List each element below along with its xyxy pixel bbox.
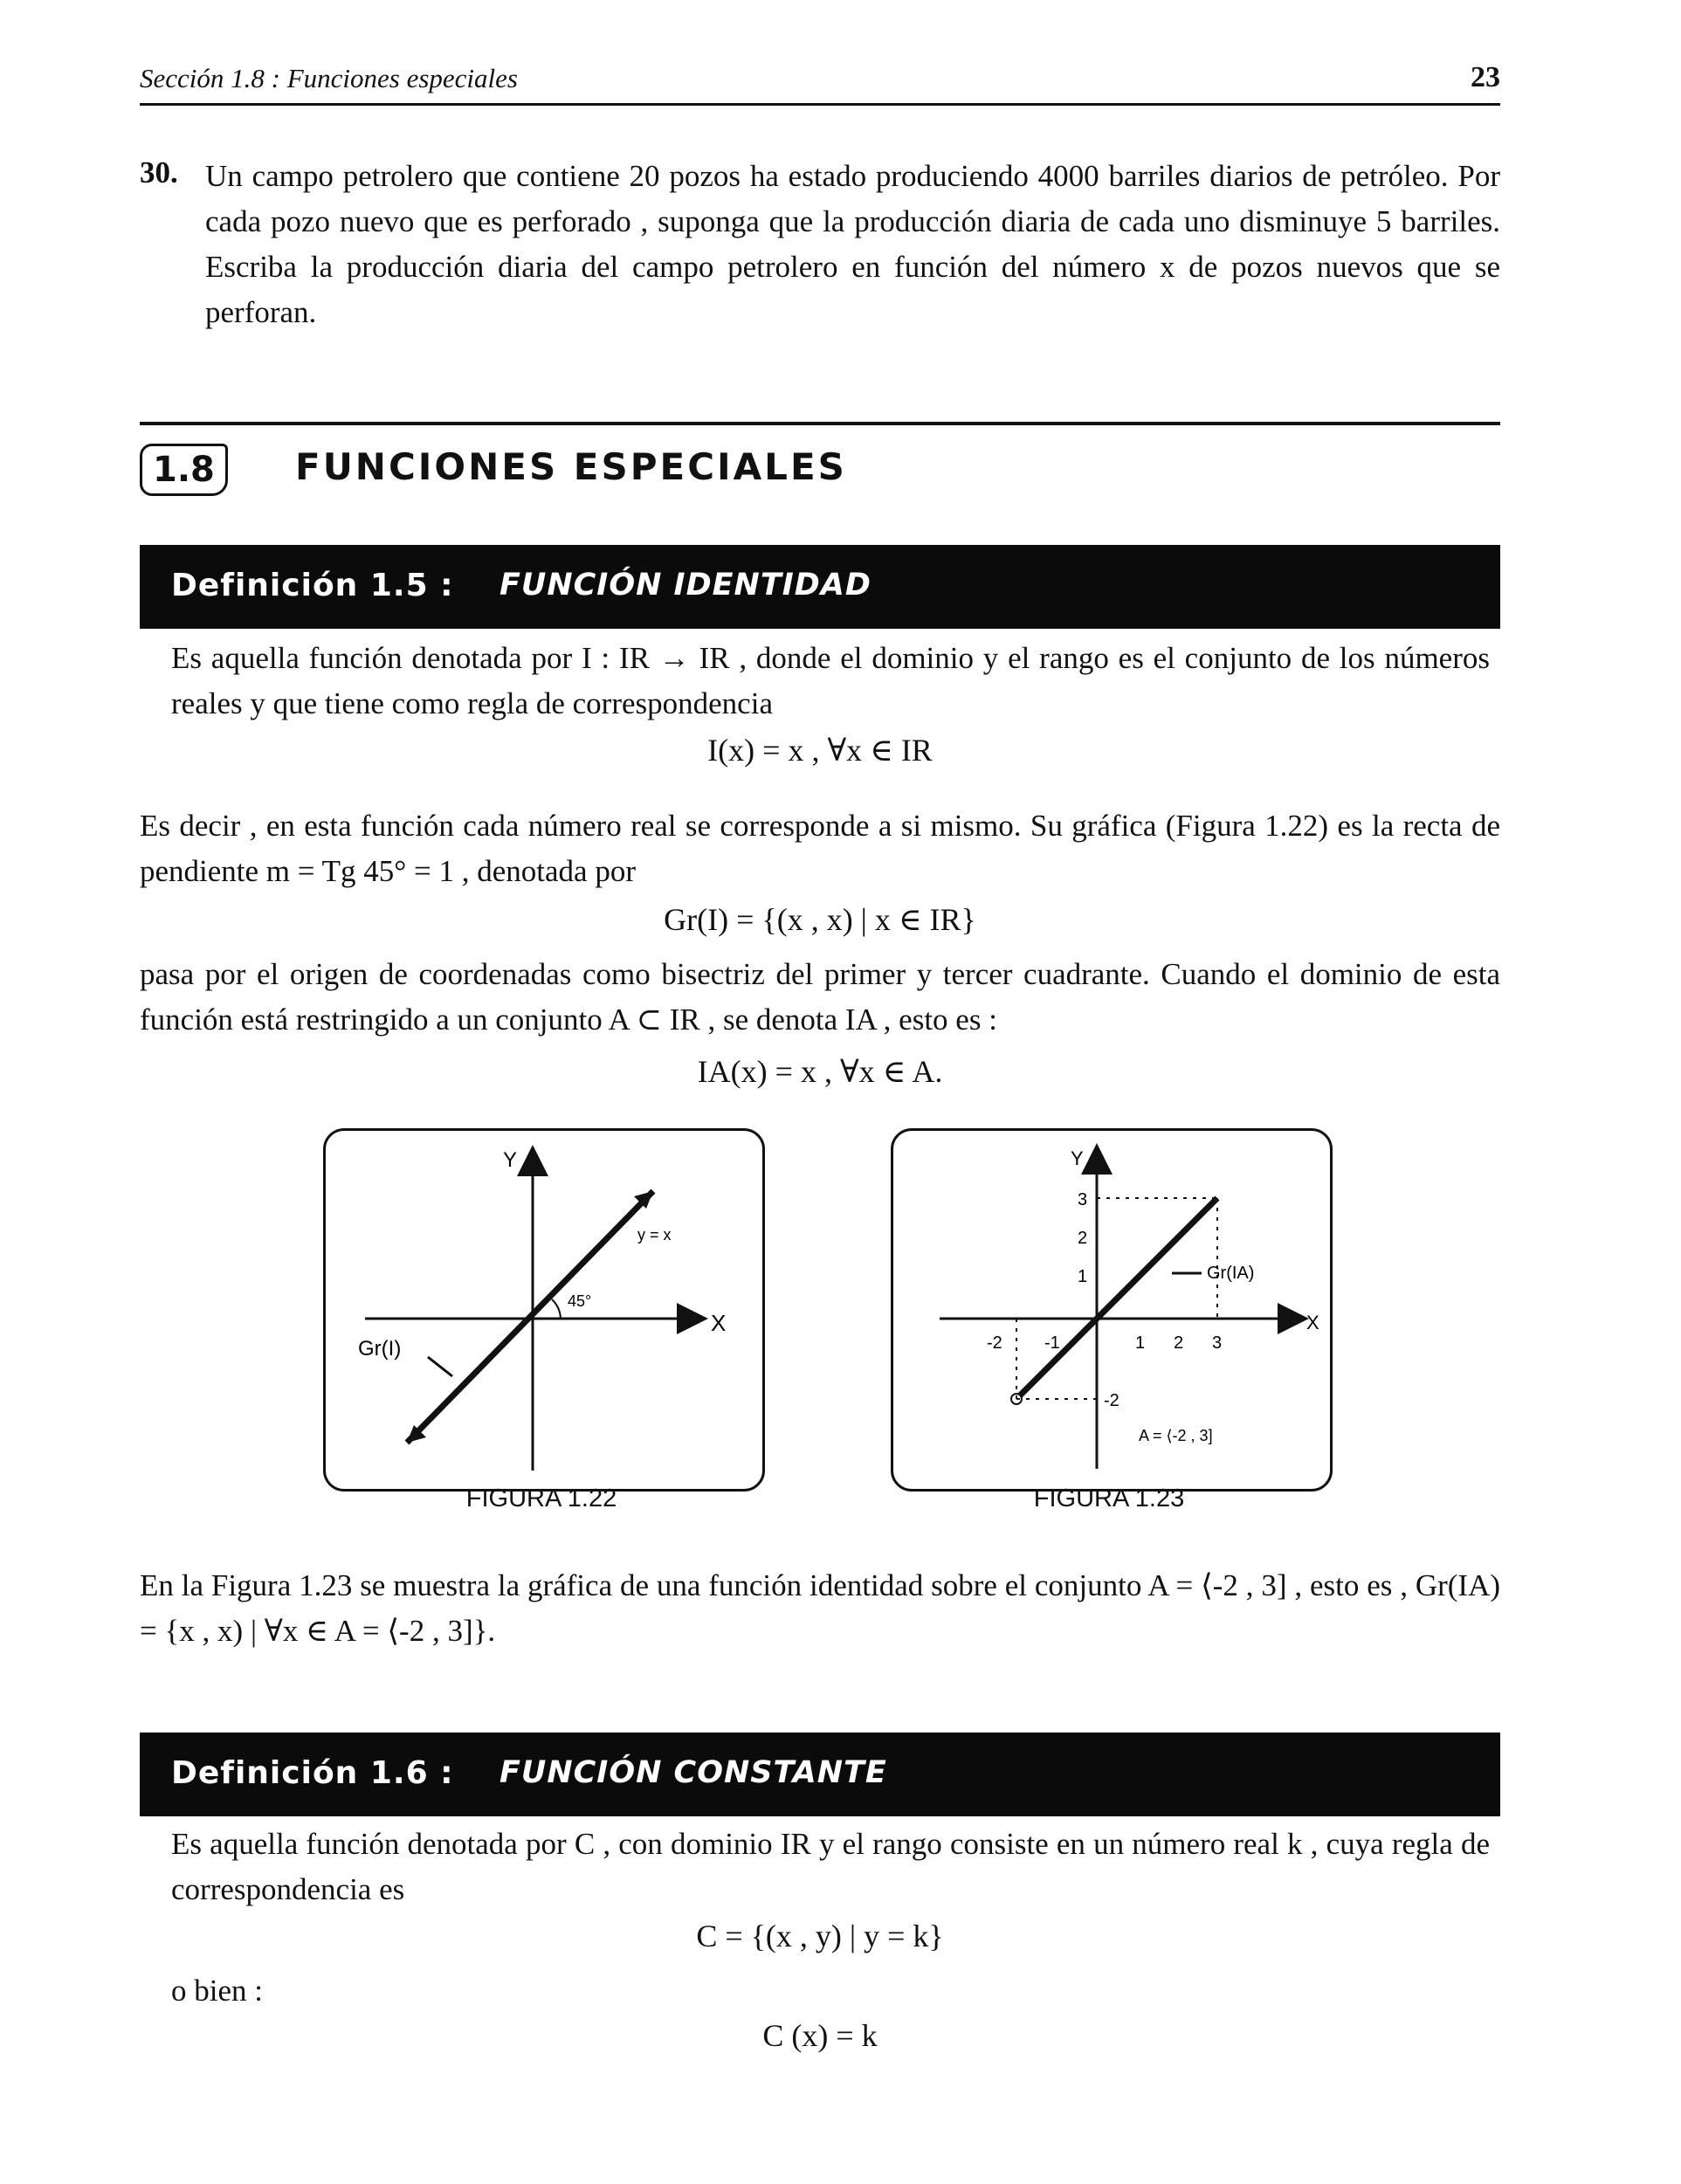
constant-function-formula: C (x) = k (762, 2018, 878, 2053)
x-tick-neg1: -1 (1044, 1333, 1060, 1353)
definition-1-6-bar (140, 1733, 1500, 1816)
graph-set-formula: Gr(I) = {(x , x) | x ∈ IR} (664, 902, 976, 937)
y-axis-label: Y (1071, 1147, 1084, 1169)
x-axis-label: X (1306, 1312, 1319, 1333)
graph-label: Gr(IA) (1207, 1264, 1255, 1283)
figure-1-22-plot (323, 1128, 765, 1492)
problem-text: Un campo petrolero que contiene 20 pozos ha estado produciendo 4000 barriles diarios de petróleo. Por cada pozo nuevo que es perforado , suponga que la producción diaria de cada uno disminuye 5 barriles. Escriba la producción diaria del campo petrolero en función del número x de pozos nuevos que se perforan. (205, 159, 1500, 329)
paragraph-figure-1-23: En la Figura 1.23 se muestra la gráfica de una función identidad sobre el conjunto A = ⟨-2 , 3] , esto es , Gr(IA) = {x , x) | ∀x ∈ A = ⟨-2 , 3]}. (140, 1568, 1500, 1648)
section-title: FUNCIONES ESPECIALES (295, 445, 847, 488)
figure-1-23-caption: FIGURA 1.23 (1033, 1485, 1185, 1512)
definition-1-6-name: FUNCIÓN CONSTANTE (499, 1755, 887, 1790)
x-tick-1: 1 (1135, 1333, 1146, 1353)
x-tick-2: 2 (1174, 1333, 1184, 1353)
figure-1-23-plot (891, 1128, 1333, 1492)
y-tick-1: 1 (1078, 1267, 1088, 1286)
y-axis-label: Y (503, 1148, 518, 1172)
definition-1-5-label: Definición 1.5 : (171, 568, 454, 603)
definition-1-6-text: Es aquella función denotada por C , con dominio IR y el rango consiste en un número real k , cuya regla de correspondencia es (171, 1827, 1490, 1906)
graph-label-pointer (428, 1357, 452, 1376)
running-header (140, 61, 1500, 106)
paragraph-restricted-domain: pasa por el origen de coordenadas como bisectriz del primer y tercer cuadrante. Cuando el dominio de esta función está restringido a un conjunto A ⊂ IR , se denota IA , esto es : (140, 957, 1500, 1037)
y-tick-neg2: -2 (1104, 1391, 1120, 1410)
y-tick-2: 2 (1078, 1229, 1088, 1248)
x-tick-neg2: -2 (987, 1333, 1002, 1353)
definition-1-5-text: Es aquella función denotada por I : IR → IR , donde el dominio y el rango es el conjunto de los números reales y que tiene como regla de correspondencia (171, 641, 1490, 720)
definition-1-5-bar (140, 545, 1500, 629)
figure-1-22-caption: FIGURA 1.22 (465, 1485, 617, 1512)
graph-label: Gr(I) (358, 1337, 402, 1361)
definition-1-6-label: Definición 1.6 : (171, 1755, 454, 1791)
restricted-identity-line (1016, 1198, 1217, 1399)
page-number: 23 (1471, 61, 1500, 93)
o-bien-text: o bien : (171, 1974, 263, 2008)
line-label: y = x (637, 1226, 672, 1244)
constant-set-formula: C = {(x , y) | y = k} (696, 1919, 944, 1953)
section-number-box: 1.8 (140, 444, 228, 496)
restricted-identity-formula: IA(x) = x , ∀x ∈ A. (697, 1054, 943, 1089)
identity-line (407, 1191, 653, 1443)
section-running-title: Sección 1.8 : Funciones especiales (140, 63, 518, 93)
angle-label: 45° (568, 1292, 592, 1310)
paragraph-identity-graph: Es decir , en esta función cada número real se corresponde a si mismo. Su gráfica (Figura 1.22) es la recta de pendiente m = Tg 45° = 1 , denotada por (140, 809, 1500, 888)
x-tick-3: 3 (1212, 1333, 1223, 1353)
set-label: A = ⟨-2 , 3] (1139, 1427, 1213, 1444)
x-axis-label: X (711, 1310, 727, 1336)
y-tick-3: 3 (1078, 1190, 1088, 1209)
angle-arc (552, 1299, 561, 1319)
section-rule (140, 422, 1500, 425)
problem-number: 30. (140, 155, 178, 189)
definition-1-5-name: FUNCIÓN IDENTIDAD (499, 568, 872, 603)
identity-formula: I(x) = x , ∀x ∈ IR (707, 733, 933, 768)
